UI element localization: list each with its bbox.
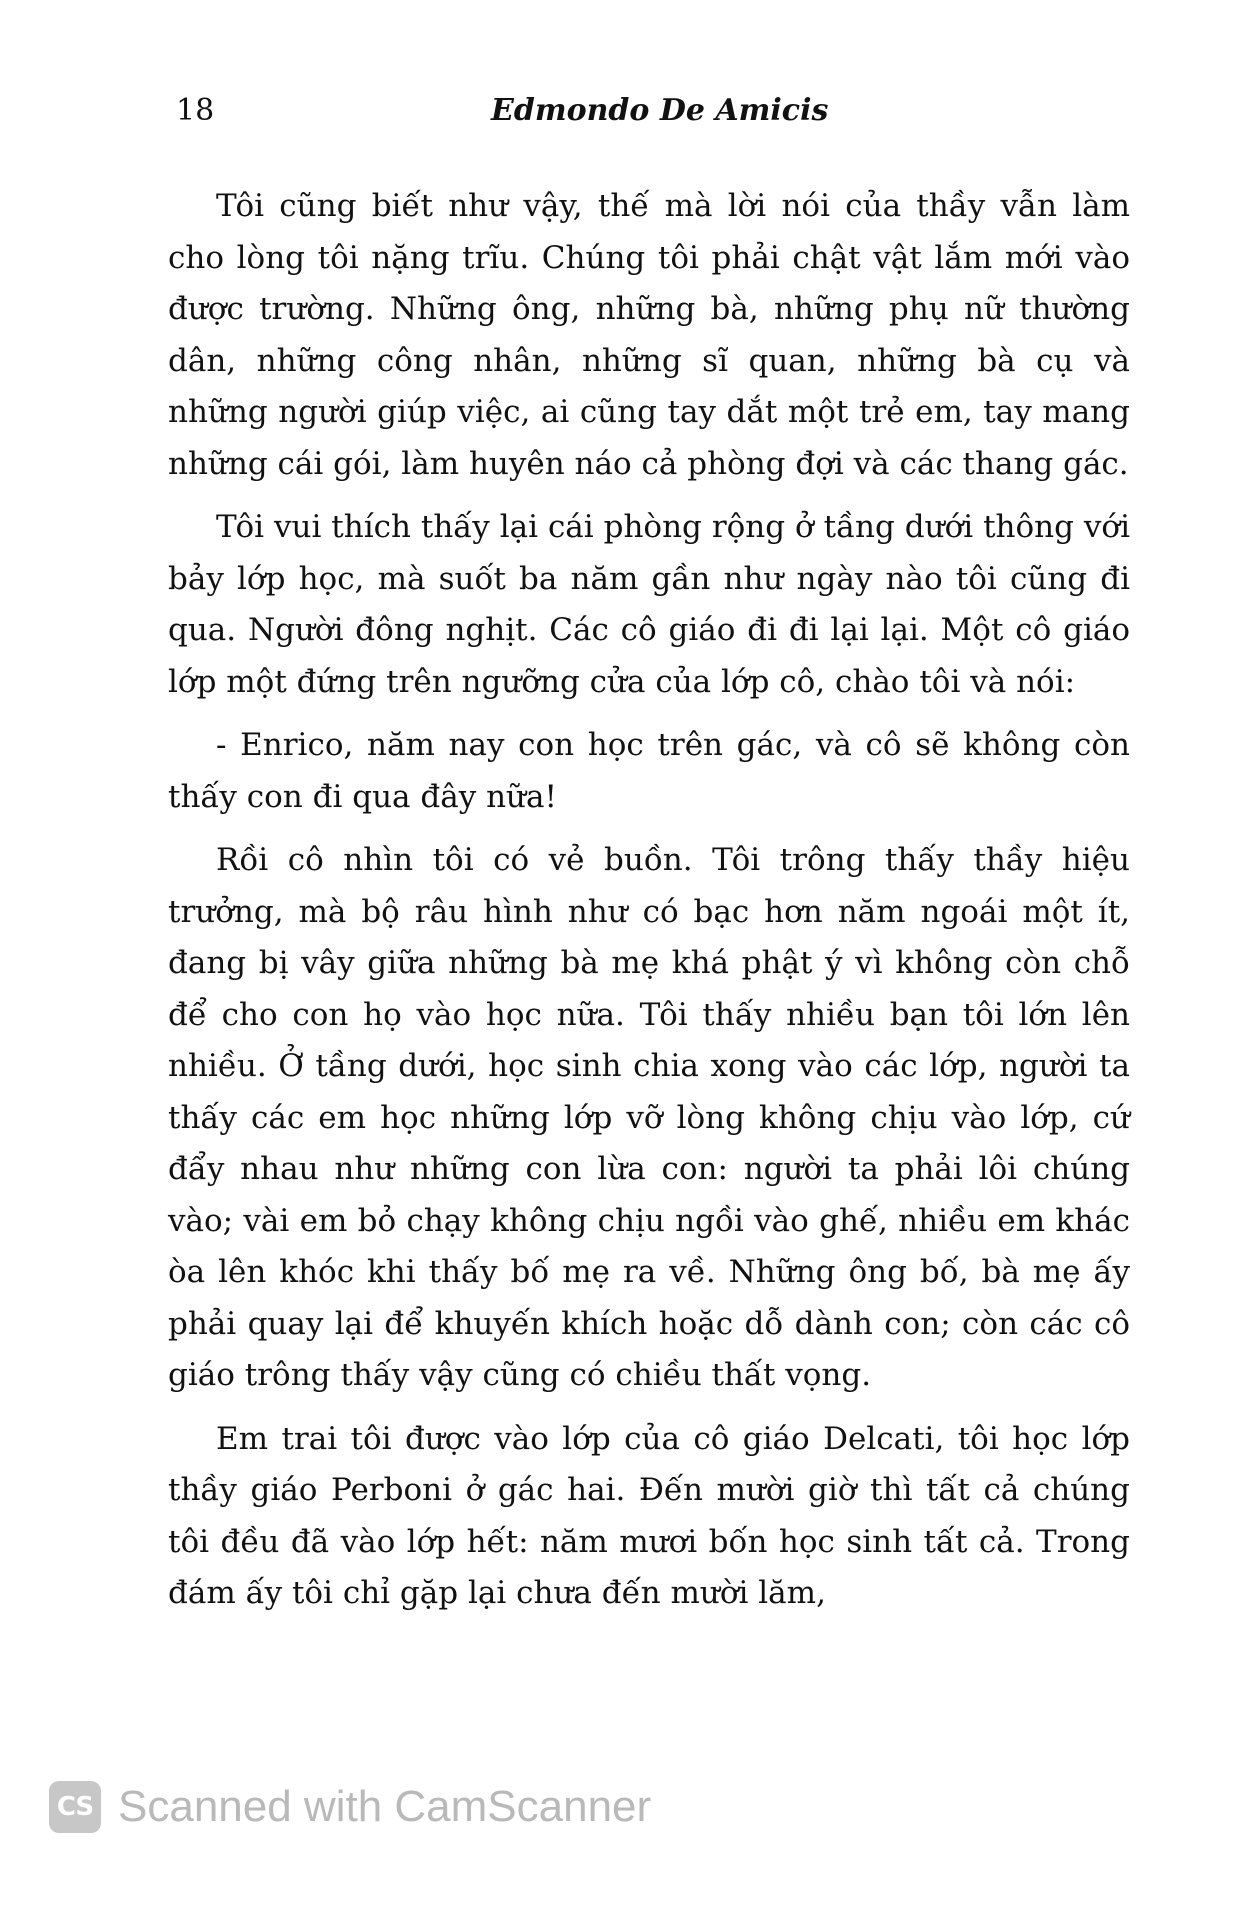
page-body [168,181,1130,1632]
camscanner-watermark [49,1778,651,1836]
paragraph: Em trai tôi được vào lớp của cô giáo Delcati, tôi học lớp thầy giáo Perboni ở gác hai. Đến mười giờ thì tất cả chúng tôi đều đã vào lớp hết: năm mươi bốn học sinh tất cả. Trong đám ấy tôi chỉ gặp lại chưa đến mười lăm, [168,1420,1130,1611]
watermark-text: Scanned with CamScanner [118,1782,652,1831]
running-title: Edmondo De Amicis [491,93,829,128]
page-number: 18 [176,93,215,128]
dialogue-paragraph: - Enrico, năm nay con học trên gác, và cô sẽ không còn thấy con đi qua đây nữa! [168,727,1130,815]
paragraph: Tôi vui thích thấy lại cái phòng rộng ở tầng dưới thông với bảy lớp học, mà suốt ba năm gần như ngày nào tôi cũng đi qua. Người đông nghịt. Các cô giáo đi đi lại lại. Một cô giáo lớp một đứng trên ngưỡng cửa của lớp cô, chào tôi và nói: [168,509,1130,700]
paragraph: Rồi cô nhìn tôi có vẻ buồn. Tôi trông thấy thầy hiệu trưởng, mà bộ râu hình như có bạc hơn năm ngoái một ít, đang bị vây giữa những bà mẹ khá phật ý vì không còn chỗ để cho con họ vào học nữa. Tôi thấy nhiều bạn tôi lớn lên nhiều. Ở tầng dưới, học sinh chia xong vào các lớp, người ta thấy các em học những lớp vỡ lòng không chịu vào lớp, cứ đẩy nhau như những con lừa con: người ta phải lôi chúng vào; vài em bỏ chạy không chịu ngồi vào ghế, nhiều em khác òa lên khóc khi thấy bố mẹ ra về. Những ông bố, bà mẹ ấy phải quay lại để khuyến khích hoặc dỗ dành con; còn các cô giáo trông thấy vậy cũng có chiều thất vọng. [168,842,1130,1393]
page-header [176,86,1136,136]
paragraph: Tôi cũng biết như vậy, thế mà lời nói của thầy vẫn làm cho lòng tôi nặng trĩu. Chúng tôi phải chật vật lắm mới vào được trường. Những ông, những bà, những phụ nữ thường dân, những công nhân, những sĩ quan, những bà cụ và những người giúp việc, ai cũng tay dắt một trẻ em, tay mang những cái gói, làm huyên náo cả phòng đợi và các thang gác. [168,188,1130,482]
camscanner-logo-icon: CS [49,1781,101,1833]
